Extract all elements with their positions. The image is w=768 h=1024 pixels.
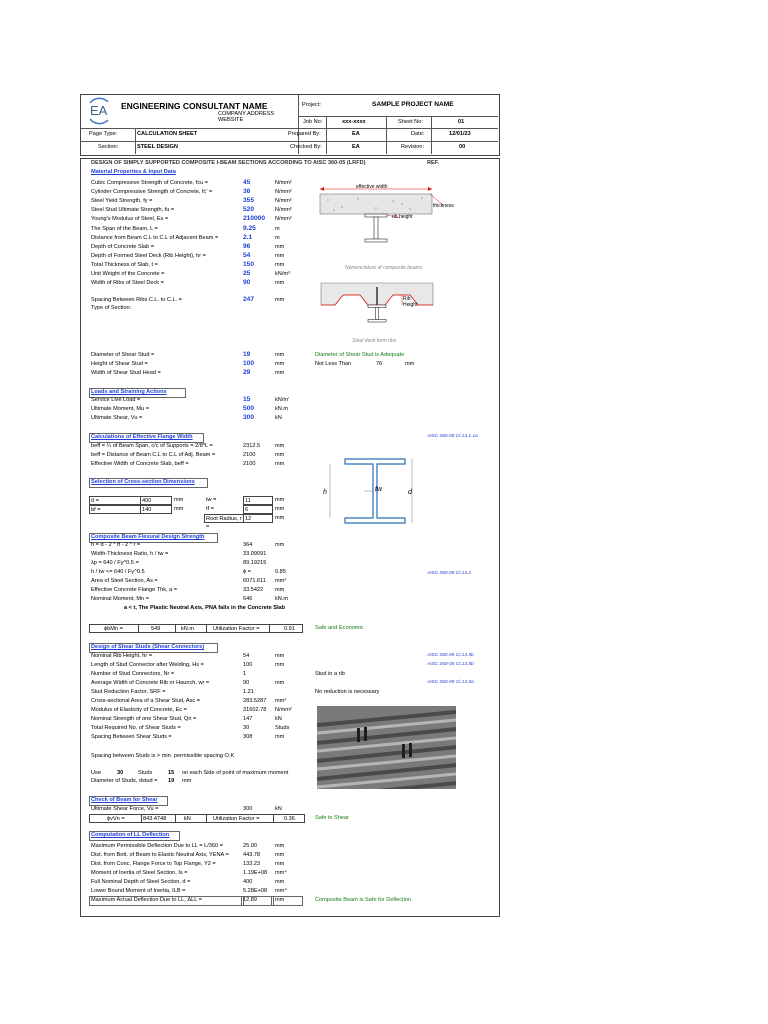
row-value[interactable]: 29	[243, 369, 251, 376]
row-label: Nominal Moment, Mn =	[91, 596, 149, 602]
row-label: The Span of the Beam, L =	[91, 225, 158, 232]
deflection-status: Composite Beam is Safe for Deflection	[315, 897, 412, 903]
figure-caption-2: Steel deck form ribs	[352, 338, 397, 344]
row-value: 12.89	[243, 897, 257, 903]
material-heading: Material Properties & Input Data	[91, 169, 176, 175]
stud-diameter-label: Diameter of Studs, dstud =	[91, 778, 158, 784]
stud-adequate-note: Diameter of Shear Stud is Adequate	[315, 352, 405, 358]
row-label: Cross-sectional Area of a Shear Stud, Asc =	[91, 698, 200, 704]
row-value[interactable]: 100	[243, 360, 255, 367]
row-value: 133.23	[243, 861, 261, 867]
flange-heading: Calculations of Effective Flange Width	[91, 434, 193, 440]
composite-beam-figure	[318, 180, 458, 265]
sheetno-value: 01	[458, 119, 465, 125]
row-unit: mm	[275, 843, 285, 849]
jobno-label: Job No:	[303, 119, 323, 125]
per-side-text: on each Side of point of maximum moment	[182, 770, 289, 776]
row-value: 5.28E+08	[243, 888, 268, 894]
row-unit: mm	[275, 261, 285, 268]
fig-tw-label: tw	[375, 486, 382, 493]
flex-uf-value-cell: 0.91	[269, 624, 303, 633]
flexural-status: Safe and Economic	[315, 625, 364, 631]
r-unit: mm	[275, 515, 285, 521]
loads-heading: Loads and Straining Actions	[91, 389, 167, 395]
vu-unit: kN	[275, 806, 282, 812]
tw-unit: mm	[275, 497, 285, 503]
phimn-label-cell: ϕbMn =	[89, 624, 139, 633]
row-value: 2100	[243, 452, 256, 458]
flex-uf-label-cell: Utilization Factor =	[206, 624, 270, 633]
row-value: 2312.5	[243, 443, 261, 449]
row-unit: 0.85	[275, 569, 286, 575]
row-unit: mm²	[275, 698, 287, 704]
row-value: 283.5287	[243, 698, 267, 704]
row-label: Number of Stud Connectors, Nr =	[91, 671, 175, 677]
row-value[interactable]: 54	[243, 251, 251, 259]
row-value[interactable]: 36	[243, 188, 251, 196]
row-unit: mm	[275, 280, 285, 287]
pagetype-label: Page Type:	[89, 131, 118, 137]
row-value[interactable]: 96	[243, 242, 251, 250]
phimn-unit-cell: kN.m	[175, 624, 207, 633]
row-label: Average Width of Concrete Rib or Haunch, wr =	[91, 680, 210, 686]
preparedby-label: Prepared By:	[288, 131, 321, 137]
row-value[interactable]: 15	[243, 396, 251, 403]
stud-diameter-unit: mm	[182, 778, 192, 784]
row-unit: mm	[275, 252, 285, 259]
section-type-label: Type of Section:	[91, 305, 132, 311]
project-value: SAMPLE PROJECT NAME	[372, 101, 454, 108]
row-unit: mm	[275, 352, 285, 358]
row-label: Ultimate Moment, Mu =	[91, 406, 149, 412]
rib-spacing-unit: mm	[275, 297, 285, 303]
date-value: 12/01/23	[449, 131, 471, 137]
checkedby-value: EA	[352, 144, 360, 150]
row-unit: mm	[275, 452, 285, 458]
row-unit: mm²	[275, 578, 287, 584]
row-value: 1.19E+08	[243, 870, 268, 876]
phivn-value-cell: 843.4748	[141, 814, 176, 823]
notless-value: 76	[376, 361, 383, 367]
row-label: Total Thickness of Slab, t =	[91, 261, 158, 268]
row-value: 31602.78	[243, 707, 267, 713]
row-label: Nominal Strength of one Shear Stud, Qn =	[91, 716, 197, 722]
row-label: beff = ¼ of Beam Span, c/c of Supports = 2/8*L =	[91, 443, 213, 449]
row-label: Stud Reduction Factor, SRF =	[91, 689, 166, 695]
date-label: Date:	[411, 131, 425, 137]
fig-d-label: d	[408, 489, 412, 496]
tw-value: 11	[245, 498, 251, 504]
row-label: Width of Ribs of Steel Deck =	[91, 280, 164, 287]
row-unit: N/mm²	[275, 207, 292, 214]
row-label: h / tw <= 640 / Fy^0.5	[91, 569, 145, 575]
row-value[interactable]: 520	[243, 206, 255, 214]
studs-label: Studs	[138, 770, 153, 776]
row-unit: mm	[275, 680, 285, 686]
notless-unit: mm	[405, 361, 415, 367]
row-value[interactable]: 25	[243, 270, 251, 277]
row-label: λp = 640 / Fy^0.5 =	[91, 560, 139, 566]
shear-status: Safe in Shear	[315, 815, 349, 821]
d-label: d =	[89, 496, 141, 505]
effective-width-label: effective width	[356, 184, 388, 190]
phimn-value-cell: 549	[138, 624, 176, 633]
row-value: 6071.611	[243, 578, 266, 584]
row-unit: N/mm²	[275, 707, 292, 713]
row-label: Dist. from Bott. of Beam to Elastic Neutral Axis, YENA =	[91, 852, 229, 858]
row-unit: mm	[275, 461, 285, 467]
row-unit: N/mm²	[275, 216, 292, 223]
row-label: Steel Stud Ultimate Strength, fu =	[91, 207, 175, 214]
pagetype-value: CALCULATION SHEET	[137, 131, 198, 137]
bf-unit: mm	[174, 506, 184, 512]
shear-studs-photo	[317, 706, 456, 789]
row-label: Effective Width of Concrete Slab, beff =	[91, 461, 189, 467]
height-label: Height	[403, 302, 418, 308]
stud-diameter-value: 19	[168, 778, 175, 784]
row-label: Width of Shear Stud Head =	[91, 370, 161, 376]
section-label: Section:	[98, 144, 119, 150]
section-value: STEEL DESIGN	[137, 144, 178, 150]
row-label: Ultimate Shear, Vu =	[91, 415, 143, 421]
row-value[interactable]: 300	[243, 414, 255, 421]
row-unit: kN	[275, 415, 282, 421]
tf-value-cell[interactable]	[243, 505, 273, 514]
row-value: 33.09091	[243, 551, 267, 557]
row-value: ϕ =	[243, 569, 251, 575]
phivn-label-cell: ϕvVn =	[89, 814, 142, 823]
row-label: Unit Weight of the Concrete =	[91, 271, 165, 277]
row-label: Nominal Rib Height, hr =	[91, 653, 153, 659]
per-side-value: 15	[168, 770, 175, 776]
flange-ref: AISC 360-05 Cl.13.1.1a	[427, 434, 478, 439]
row-unit: Studs	[275, 725, 290, 731]
row-value: 33.5422	[243, 587, 264, 593]
studs-heading: Design of Shear Studs (Shear Connectors)	[91, 644, 205, 650]
phivn-unit-cell: kN	[175, 814, 207, 823]
row-unit: m	[275, 234, 280, 241]
row-label: Total Required No. of Shear Studs =	[91, 725, 181, 731]
ref-heading: REF.	[427, 160, 440, 166]
tw-value-cell[interactable]	[243, 496, 273, 505]
r-value: 12	[245, 516, 252, 522]
no-reduction-note: No reduction is necessary	[315, 689, 380, 695]
row-unit: mm	[275, 861, 285, 867]
row-value: 1.21	[243, 689, 254, 695]
checkedby-label: Checked By:	[290, 144, 322, 150]
row-label: Height of Shear Stud =	[91, 361, 148, 367]
shear-uf-value-cell: 0.36	[273, 814, 305, 823]
d-unit: mm	[174, 497, 184, 503]
root-radius-label: Root Radius, r =	[204, 514, 244, 523]
row-unit: N/mm²	[275, 198, 292, 205]
row-value: 400	[243, 879, 253, 885]
row-unit: kN/m³	[275, 271, 290, 277]
rib-spacing-label: Spacing Between Ribs C.L. to C.L. =	[91, 297, 182, 303]
row-label: Effective Concrete Flange Thk, a =	[91, 587, 178, 593]
fig-h-label: h	[323, 489, 327, 496]
row-unit: N/mm²	[275, 180, 292, 186]
row-unit: mm	[275, 587, 285, 593]
row-label: Cubic Compressive Strength of Concrete, fcu =	[91, 180, 209, 186]
rib-spacing-value: 247	[243, 296, 255, 303]
vu-value: 300	[243, 806, 253, 812]
row-unit: mm⁴	[275, 888, 287, 894]
rib-height-label: rib height	[392, 214, 413, 220]
row-value[interactable]: 9.25	[243, 224, 256, 232]
steel-deck-figure	[318, 275, 458, 335]
studs-ref-3: AISC 360-05 Cl.13.5a	[427, 680, 474, 685]
pna-note: a < t, The Plastic Neutral Axis, PNA falls in the Concrete Slab	[124, 605, 286, 611]
row-label: Young's Modulus of Steel, Es =	[91, 216, 169, 223]
row-label: Steel Yield Strength, fy =	[91, 198, 153, 205]
row-value: 30	[243, 725, 250, 731]
figure-caption-1: Nomenclature of composite beams	[345, 265, 423, 271]
project-label: Project:	[302, 102, 321, 108]
row-unit: mm	[275, 653, 285, 659]
row-label: Depth of Concrete Slab =	[91, 243, 154, 250]
tf-unit: mm	[275, 506, 285, 512]
row-label: Length of Stud Connector after Welding, Hs =	[91, 662, 204, 668]
row-value: 646	[243, 596, 253, 602]
vu-label: Ultimate Shear Force, Vu =	[91, 806, 159, 812]
row-value[interactable]: 150	[243, 260, 255, 268]
revision-value: 00	[459, 144, 466, 150]
company-address: COMPANY ADDRESS	[218, 111, 275, 117]
row-unit: kN	[275, 716, 282, 722]
flexural-heading: Composite Beam Flexural Design Strength	[91, 534, 205, 540]
row-value: 100	[243, 662, 253, 668]
row-unit: mm	[275, 734, 285, 740]
row-unit: mm	[275, 243, 285, 250]
tf-value: 6	[245, 507, 249, 513]
row-unit: kN.m	[275, 596, 289, 602]
row-label: Distance from Beam C.L to C.L of Adjacent Beam =	[91, 234, 219, 241]
row-unit: kN/m'	[275, 397, 290, 403]
stud-in-rib-note: Stud in a rib	[315, 671, 345, 677]
row-value: 1	[243, 671, 247, 677]
row-unit: mm	[275, 852, 285, 858]
company-name: ENGINEERING CONSULTANT NAME	[121, 101, 268, 111]
row-value: 90	[243, 680, 250, 686]
row-unit: mm	[275, 542, 285, 548]
studs-ref-2: AISC 360-05 Cl.13.5b	[427, 662, 474, 667]
row-unit: mm	[275, 662, 285, 668]
row-value: 54	[243, 653, 250, 659]
spacing-ok-note: Spacing between Studs is > min. permissible spacing O.K	[91, 753, 235, 759]
studs-ref-1: AISC 360-05 Cl.13.5b	[427, 653, 474, 658]
row-value[interactable]: 45	[243, 179, 251, 186]
notless-label: Not Less Than	[315, 361, 352, 367]
row-label: Service Live Load =	[91, 397, 141, 403]
row-value[interactable]: 2.1	[243, 233, 253, 241]
row-label: Area of Steel Section, As =	[91, 578, 158, 584]
revision-label: Revision:	[401, 144, 425, 150]
row-unit: m	[275, 225, 280, 232]
use-label: Use	[91, 770, 101, 776]
row-value[interactable]: 90	[243, 279, 251, 287]
company-website: WEBSITE	[218, 117, 244, 123]
row-unit: mm	[275, 443, 285, 449]
row-label: Full Nominal Depth of Steel Section, d =	[91, 879, 191, 885]
row-label: h = d - 2 * tf - 2 * r =	[91, 542, 141, 548]
r-value-cell[interactable]	[243, 514, 273, 523]
bf-value-cell[interactable]	[140, 505, 172, 514]
jobno-value: xxx-xxxx	[342, 119, 366, 125]
deflection-heading: Computation of LL Deflection	[91, 832, 170, 838]
row-value: 443.78	[243, 852, 261, 858]
row-value[interactable]: 19	[243, 351, 251, 358]
row-value: 2100	[243, 461, 256, 467]
row-value: 89.19215	[243, 560, 267, 566]
bf-label: bf =	[89, 505, 141, 514]
logo-lettering: EA	[90, 103, 108, 118]
shear-uf-label-cell: Utilization Factor =	[206, 814, 274, 823]
thickness-label: thickness	[433, 203, 454, 209]
row-value: 308	[243, 734, 253, 740]
row-label: Dist. from Conc. Flange Force to Top Flange, Y2 =	[91, 861, 216, 867]
row-unit: kN.m	[275, 406, 289, 412]
page-title: DESIGN OF SIMPLY SUPPORTED COMPOSITE I-BEAM SECTIONS ACCORDING TO AISC 360-05 (LRFD)	[91, 160, 366, 166]
tw-label: tw =	[206, 497, 217, 503]
row-value[interactable]: 500	[243, 405, 255, 412]
sheetno-label: Sheet No:	[398, 119, 423, 125]
preparedby-value: EA	[352, 131, 360, 137]
bf-value: 140	[142, 507, 152, 513]
row-label: Modulus of Elasticity of Concrete, Ec =	[91, 707, 187, 713]
use-value: 30	[117, 770, 124, 776]
row-label: Maximum Actual Deflection Due to LL, ΔLL =	[91, 897, 202, 903]
rib-label: Rib	[403, 296, 411, 302]
row-value[interactable]: 210000	[243, 215, 266, 223]
row-value: 25.00	[243, 843, 257, 849]
row-unit: mm⁴	[275, 870, 287, 876]
row-label: Diameter of Shear Stud =	[91, 352, 155, 358]
row-value: 364	[243, 542, 253, 548]
row-unit: mm	[275, 897, 285, 903]
row-label: Lower Bound Moment of Inertia, ILB =	[91, 888, 186, 894]
flexural-ref: AISC 360-05 Cl.13.2	[427, 571, 471, 576]
d-value: 400	[142, 498, 152, 504]
row-unit: N/mm²	[275, 189, 292, 196]
row-unit: mm	[275, 370, 285, 376]
row-label: Maximum Permissible Deflection Due to LL = L/360 =	[91, 843, 223, 849]
row-unit: mm	[275, 361, 285, 367]
row-value: 147	[243, 716, 253, 722]
row-label: Cylinder Compressive Strength of Concrete, fc' =	[91, 189, 213, 196]
row-label: Spacing Between Shear Studs =	[91, 734, 172, 740]
row-label: Depth of Formed Steel Deck (Rib Height), hr =	[91, 252, 206, 259]
shear-heading: Check of Beam for Shear	[91, 797, 158, 803]
row-label: beff = Distance of Beam C.L to C.L of Adj. Beam =	[91, 452, 216, 458]
row-unit: mm	[275, 879, 285, 885]
row-value[interactable]: 355	[243, 197, 255, 205]
row-label: Moment of Inertia of Steel Section, Is =	[91, 870, 188, 876]
section-heading: Selection of Cross-section Dimensions	[91, 479, 195, 485]
tf-label: tf =	[206, 506, 214, 512]
d-value-cell[interactable]	[140, 496, 172, 505]
row-label: Width-Thickness Ratio, h / tw =	[91, 551, 169, 557]
